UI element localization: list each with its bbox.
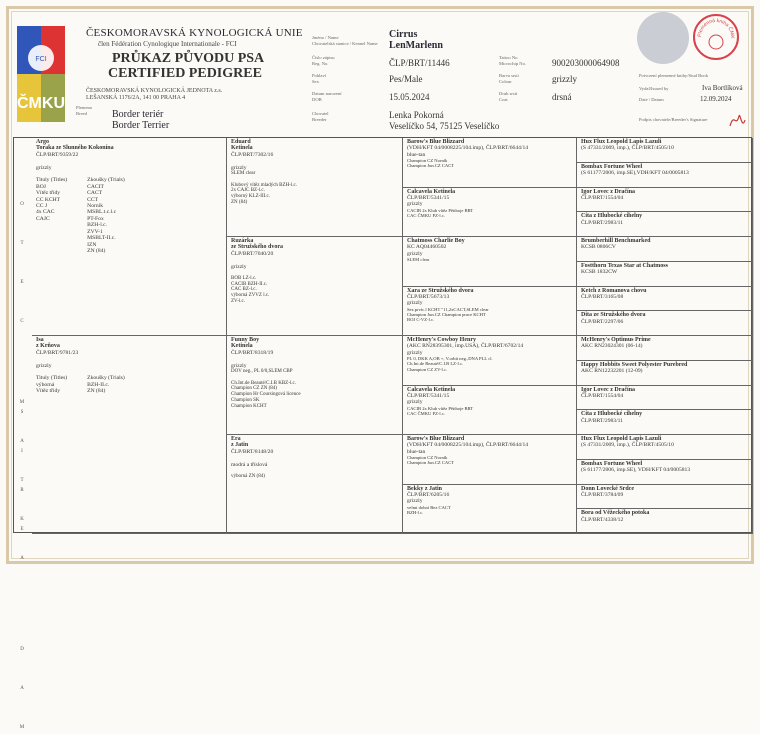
grandparent-cell: Eduard Ketinela ČLP/BRT/7302/16 grizzly SLEM clear Klubový vítěz mladých BZH-l.c. 2x CAJC BZ-l.c. výborný KLZ-III.c. ZN (84)	[227, 138, 403, 237]
reg-number: ČLP/BRT/11446	[389, 58, 450, 68]
sire-side-label: O T E C S I R E	[20, 202, 24, 532]
breeder-label-en: Breeder	[312, 117, 327, 122]
stamp-text: Plemenná kniha ČMK	[696, 17, 736, 39]
grandparent-cell: Ruzárka ze Stružského dvora ČLP/BRT/7040/20 grizzly BOB LZ-l.c. CACIB BZH-II.c. CAC BZ-l.c. výborná ZVVZ l.c. ZV-l.c.	[227, 237, 403, 336]
great-great-grandparent-cell: Cita z Hlubocké cihelny ČLP/BRT/2983/11	[577, 212, 753, 237]
svg-text:ČMKU: ČMKU	[17, 95, 65, 112]
great-grandparent-cell: Chatmoss Charlie Boy KC AQ04460502 grizzly SLEM clear	[403, 237, 577, 287]
great-grandparent-cell: Barow's Blue Blizzard (VDH/KFT 04/0008225/104.imp), ČLP/BRT/6644/14 blue-tan Champion CZ Norník Champion Jun.CZ CACT	[403, 435, 577, 485]
coat-label-en: Coat	[499, 97, 508, 102]
silver-seal	[637, 12, 689, 64]
dob-label-cz: Datum narození	[312, 91, 342, 96]
colour: grizzly	[552, 74, 577, 84]
org-name: ČESKOMORAVSKÁ KYNOLOGICKÁ UNIE	[86, 27, 303, 39]
issued-by-label: Vydal/Issued by	[639, 86, 669, 91]
dog-name: Cirrus	[389, 29, 418, 40]
stud-book-stamp	[693, 14, 739, 60]
logo-text: FCI	[35, 56, 47, 63]
great-great-grandparent-cell: Hux Flux Leopold Lapis Lazuli (S 47331/2009, imp.), ČLP/BRT/4505/10	[577, 138, 753, 163]
dam-side-label: M A T K A D A M	[19, 400, 25, 730]
union-name: ČESKOMORAVSKÁ KYNOLOGICKÁ JEDNOTA z.s.	[86, 88, 223, 94]
great-grandparent-cell: Calcavela Ketinela ČLP/BRT/5341/15 grizzly CACIB 2x Klub vítěz Pětiboje BRT CAC ČMKU PZ-l.c.	[403, 188, 577, 238]
breeder-signature	[728, 108, 748, 134]
coat: drsná	[552, 92, 572, 102]
svg-text:Plemenná kniha ČMKU	[695, 16, 735, 39]
cmku-logo	[17, 26, 65, 122]
pedigree-table	[13, 137, 752, 730]
great-grandparent-cell: McHenry's Cowboy Henry (AKC RN28395301, imp.USA), ČLP/BRT/6702/14 grizzly PL 0, DKK A,OB +, V.orbit neg.,DNA PLL cl. Ch.Int.de Beauté/C.I.B LZ-l.c. Champion CZ ZV-l.c.	[403, 336, 577, 386]
great-great-grandparent-cell: Happy Hobbits Sweet Polyester Purebred AKC RN12232201 (12-09)	[577, 361, 753, 386]
breed-label-cz: Plemeno	[76, 105, 93, 110]
great-great-grandparent-cell: Brumberhill Benchmarked KCSB 0806CV	[577, 237, 753, 262]
grandparent-cell: Funny Boy Ketinela ČLP/BRT/8318/19 grizzly DOV neg., PL 0/0,SLEM CBP Ch.Int.de Beauté/C.I.B KBZ-l.c. Champion CZ ZN (84) Champion Hr Coursingová licence Champion SK Champion KCHT	[227, 336, 403, 435]
colour-label-en: Colour	[499, 79, 512, 84]
tattoo-label: Tattoo No.	[499, 55, 519, 60]
great-grandparent-cell: Bekky z Jatin ČLP/BRT/6205/16 grizzly velmi dobrá Bez CACT BZH-l.c.	[403, 485, 577, 535]
great-grandparent-cell: Calcavela Ketinela ČLP/BRT/5341/15 grizzly CACIB 2x Klub vítěz Pětiboje BRT CAC ČMKU PZ-l.c.	[403, 386, 577, 436]
great-grandparent-cell: Xara ze Stružského dvora ČLP/BRT/5673/13 grizzly Sez.prvíc.l KCHT "11,2xCACT,SLEM clear Champion Jun.CZ Champion prace KCHT BOJ C-VZ-l.c.	[403, 287, 577, 337]
colour-label-cz: Barva srsti	[499, 73, 519, 78]
dam-cell: Isa z Krňova ČLP/BRT/9781/23 grizzly Tituly (Titles) výborná Vítěz třídy Zkoušky (Trials) BZH-II.c. ZN (84)	[32, 336, 227, 534]
breeder-address: Veselíčko 54, 75125 Veselíčko	[389, 121, 500, 131]
great-great-grandparent-cell: Donn Lovecké Srdce ČLP/BRT/3784/09	[577, 485, 753, 510]
issued-by: Iva Bortlíková	[702, 84, 743, 92]
breeder-signature-label: Podpis chovatele/Breeder's Signature	[639, 117, 708, 122]
sex: Pes/Male	[389, 74, 423, 84]
great-great-grandparent-cell: Hux Flux Leopold Lapis Lazuli (S 47331/2009, imp.), ČLP/BRT/4505/10	[577, 435, 753, 460]
sex-label-en: Sex	[312, 79, 319, 84]
dob-label-en: DOB	[312, 97, 322, 102]
name-label: Jméno / Name	[312, 35, 339, 40]
grandparent-cell: Era z Jatin ČLP/BRT/8148/20 modrá a tříslová výborná ZN (84)	[227, 435, 403, 534]
breed-cz: Border teriér	[112, 109, 164, 120]
great-great-grandparent-cell: Igor Lovec z Dračína ČLP/BRT/1554/04	[577, 386, 753, 411]
breeder-label-cz: Chovatel	[312, 111, 329, 116]
great-great-grandparent-cell: Ketch z Romanova chovu ČLP/BRT/3165/08	[577, 287, 753, 312]
sex-label-cz: Pohlaví	[312, 73, 327, 78]
kennel-label: Chovatelská stanice / Kennel Name	[312, 41, 378, 46]
great-great-grandparent-cell: McHenry's Optimus Prime AKC RN23024301 (06-14)	[577, 336, 753, 361]
studbook-approval-label: Potvrzení plemenné knihy/Stud Book	[639, 73, 709, 78]
great-great-grandparent-cell: Igor Lovec z Dračína ČLP/BRT/1554/04	[577, 188, 753, 213]
great-grandparent-cell: Barow's Blue Blizzard (VDH/KFT 04/0008225/104.imp), ČLP/BRT/6644/14 blue-tan Champion CZ Norník Champion Jun.CZ CACT	[403, 138, 577, 188]
breed-en: Border Terrier	[112, 120, 170, 131]
org-fci: člen Fédération Cynologique Internationale - FCI	[98, 40, 237, 48]
union-address: LEŠANSKÁ 1176/2A, 141 00 PRAHA 4	[86, 95, 186, 101]
sire-cell: Argo Toraka ze Slunného Kokonína ČLP/BRT/9359/22 grizzly Tituly (Titles) BOJ Vítěz třídy CC KCHT CC J 4x CAC CAJC Zkoušky (Trials) CACIT CACT CCT Norník MSBL.t.c.l.c PT-Fox BZH-l.c. ZVV-1 MSBLT-II.c. IZN ZN (84)	[32, 138, 227, 336]
title-cz: PRŮKAZ PŮVODU PSA	[112, 51, 265, 66]
great-great-grandparent-cell: Fostthorn Texas Star at Chatmoss KCSB 1832CW	[577, 262, 753, 287]
reg-label-cz: Číslo zápisu	[312, 55, 335, 60]
reg-label-en: Reg. No.	[312, 61, 329, 66]
chip-label: Microchip No.	[499, 61, 527, 66]
great-great-grandparent-cell: Cita z Hlubocké cihelny ČLP/BRT/2983/11	[577, 410, 753, 435]
breeder-name: Lenka Pokorná	[389, 110, 444, 120]
date-label: Date / Datum	[639, 97, 664, 102]
title-en: CERTIFIED PEDIGREE	[108, 66, 262, 81]
breed-label-en: Breed	[76, 111, 87, 116]
date-of-birth: 15.05.2024	[389, 92, 430, 102]
great-great-grandparent-cell: Bombax Fortune Wheel (S 61177/2006, imp.SE),VDH/KFT 04/0005813	[577, 163, 753, 188]
great-great-grandparent-cell: Bora od Věžeckého potoka ČLP/BRT/4338/12	[577, 509, 753, 534]
dog-kennel: LenMarlenn	[389, 40, 443, 51]
microchip: 900203000064908	[552, 58, 620, 68]
great-great-grandparent-cell: Bombax Fortune Wheel (S 61177/2006, imp.SE), VDH/KFT 04/0005813	[577, 460, 753, 485]
issue-date: 12.09.2024	[700, 95, 732, 103]
coat-label-cz: Druh srsti	[499, 91, 518, 96]
great-great-grandparent-cell: Dita ze Stružského dvora ČLP/BRT/2297/06	[577, 311, 753, 336]
